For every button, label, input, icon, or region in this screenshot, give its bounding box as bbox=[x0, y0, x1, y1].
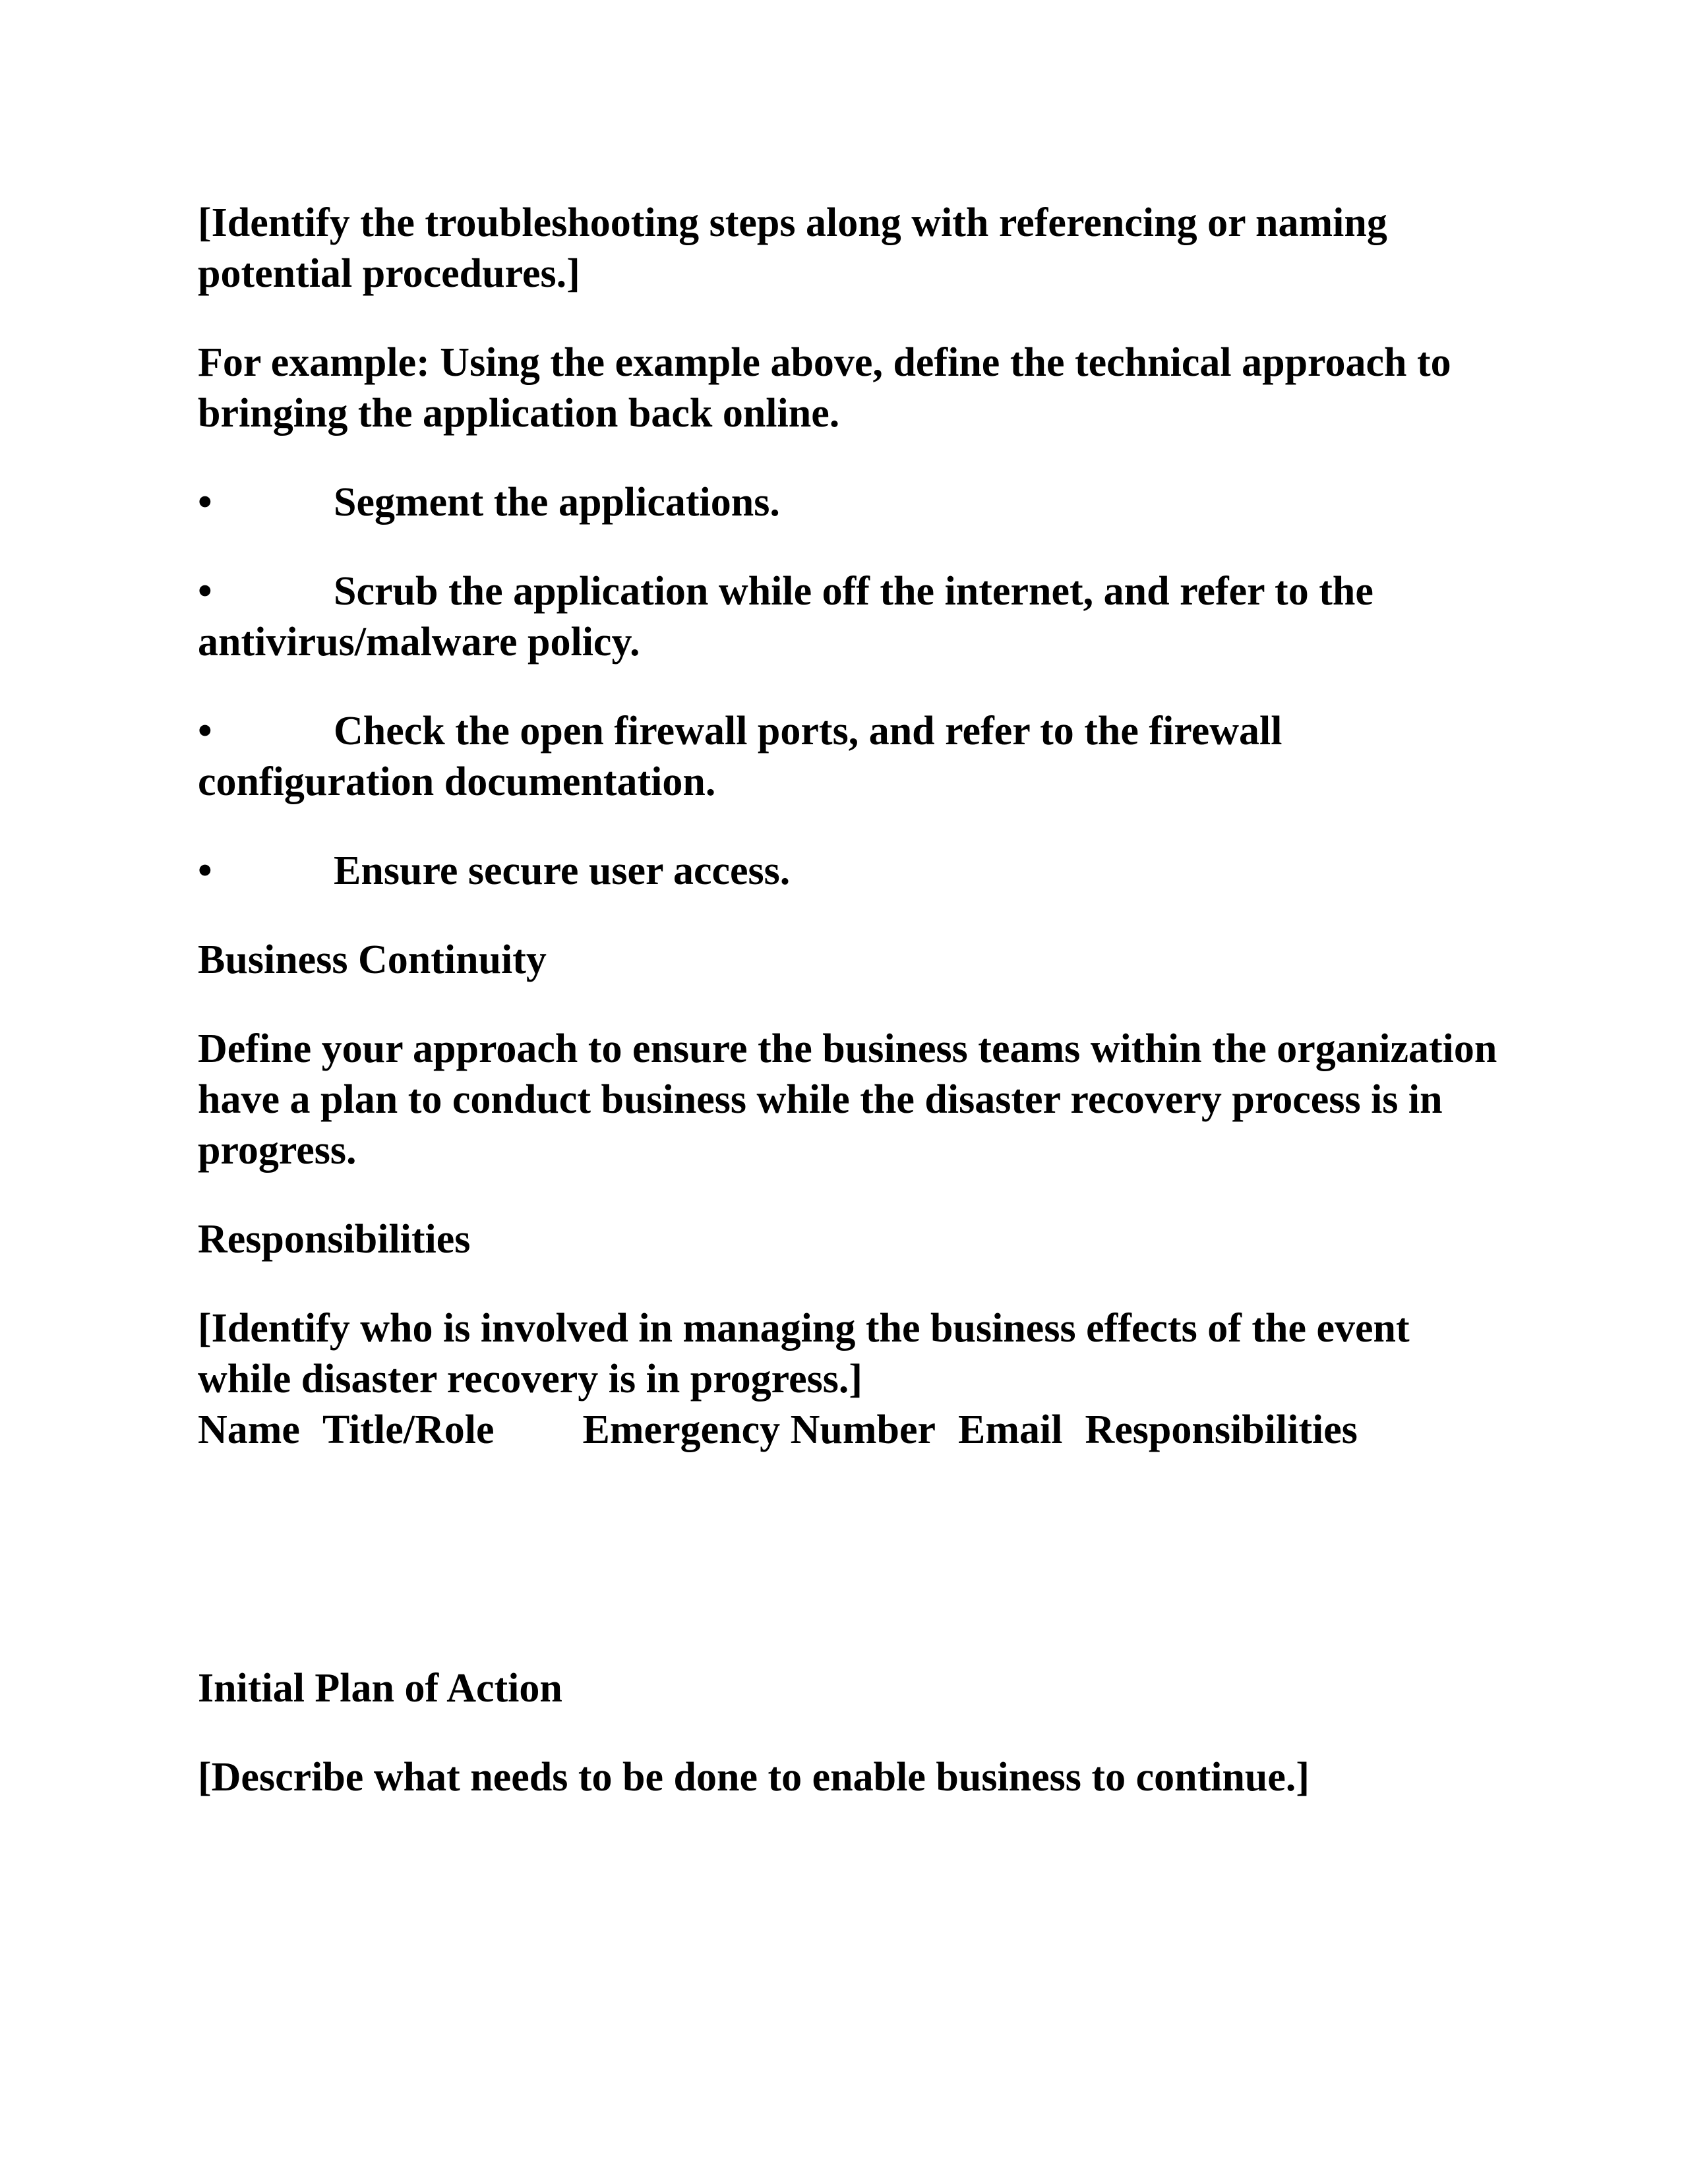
document-page bbox=[198, 198, 1503, 1803]
bullet-item bbox=[198, 566, 1503, 668]
business-continuity-body: Define your approach to ensure the business teams within the organization have a plan to conduct business while the disaster recovery process is in progress. bbox=[198, 1026, 1497, 1173]
bullet-text: Ensure secure user access. bbox=[334, 848, 791, 893]
bullet-mark: • bbox=[198, 848, 212, 893]
bullet-mark: • bbox=[198, 480, 212, 525]
column-header-email: Email bbox=[958, 1407, 1063, 1452]
bullet-mark: • bbox=[198, 569, 212, 614]
column-header-title-role: Title/Role bbox=[322, 1407, 495, 1452]
bullet-text: Segment the applications. bbox=[334, 480, 780, 525]
responsibilities-heading: Responsibilities bbox=[198, 1217, 471, 1262]
troubleshooting-instruction: [Identify the troubleshooting steps along with referencing or naming potential procedures.] bbox=[198, 200, 1387, 296]
bullet-text: Scrub the application while off the internet, and refer to the antivirus/malware policy. bbox=[198, 569, 1373, 664]
business-continuity-heading: Business Continuity bbox=[198, 937, 547, 982]
initial-plan-body: [Describe what needs to be done to enable business to continue.] bbox=[198, 1755, 1310, 1800]
bullet-item bbox=[198, 706, 1503, 808]
example-paragraph: For example: Using the example above, define the technical approach to bringing the application back online. bbox=[198, 340, 1451, 436]
column-header-name: Name bbox=[198, 1407, 300, 1452]
bullet-mark: • bbox=[198, 709, 212, 753]
initial-plan-heading: Initial Plan of Action bbox=[198, 1666, 562, 1711]
bullet-text: Check the open firewall ports, and refer to the firewall configuration documentation. bbox=[198, 709, 1282, 804]
bullet-item bbox=[198, 477, 1503, 528]
bullet-item bbox=[198, 846, 1503, 897]
responsibilities-body: [Identify who is involved in managing the business effects of the event while disaster recovery is in progress.] bbox=[198, 1306, 1410, 1402]
column-header-responsibilities: Responsibilities bbox=[1085, 1407, 1358, 1452]
responsibilities-table-header bbox=[198, 1405, 1503, 1456]
column-header-emergency-number: Emergency Number bbox=[582, 1407, 936, 1452]
